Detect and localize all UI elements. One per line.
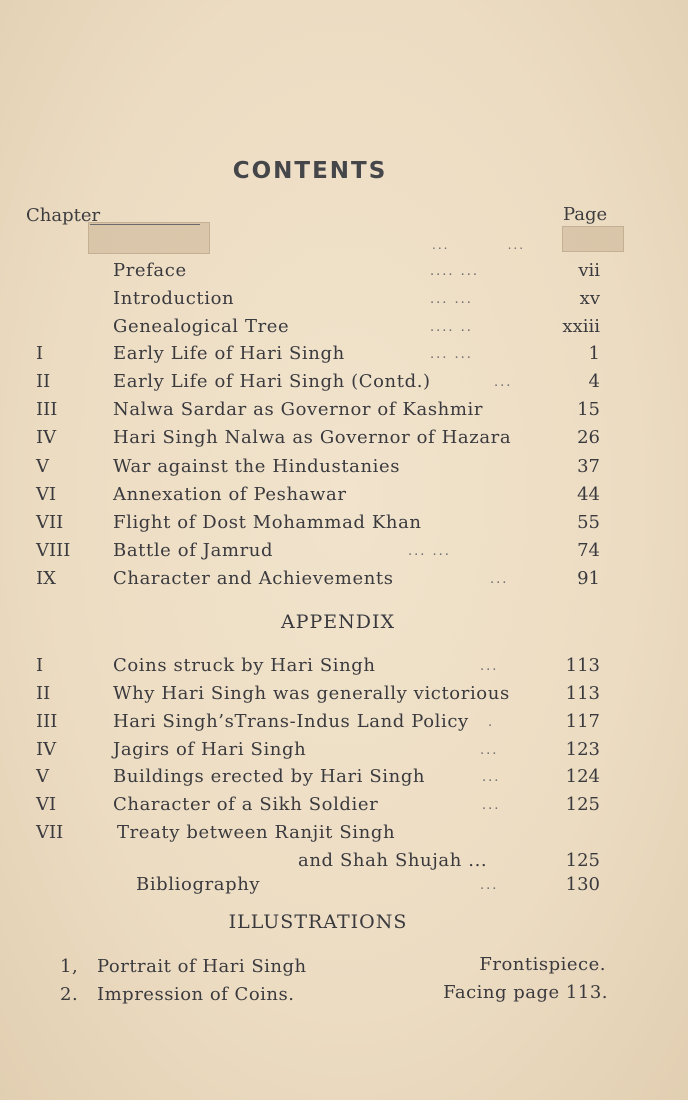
toc-row bbox=[0, 371, 688, 397]
appendix-num: II bbox=[36, 683, 51, 704]
tape-strip-left bbox=[88, 222, 210, 254]
toc-row bbox=[0, 260, 688, 286]
illustrations-heading: ILLUSTRATIONS bbox=[228, 911, 408, 933]
illustration-num: 2. bbox=[60, 984, 79, 1005]
appendix-heading: APPENDIX bbox=[280, 611, 396, 633]
toc-page: 91 bbox=[577, 568, 600, 589]
appendix-title: Buildings erected by Hari Singh bbox=[113, 766, 426, 787]
toc-page: xv bbox=[579, 288, 600, 309]
illustration-title: Impression of Coins. bbox=[97, 984, 295, 1005]
toc-title: Early Life of Hari Singh bbox=[113, 343, 345, 364]
appendix-num: VII bbox=[36, 822, 64, 843]
appendix-row bbox=[0, 683, 688, 709]
appendix-page: 123 bbox=[565, 739, 600, 760]
toc-row bbox=[0, 399, 688, 425]
toc-row bbox=[0, 484, 688, 510]
toc-title: Genealogical Tree bbox=[113, 316, 290, 337]
illustration-page: Frontispiece. bbox=[479, 954, 606, 975]
appendix-row bbox=[0, 822, 688, 848]
toc-num: IX bbox=[36, 568, 56, 589]
appendix-num: III bbox=[36, 711, 58, 732]
toc-page: 74 bbox=[577, 540, 600, 561]
toc-page: 26 bbox=[577, 427, 600, 448]
chapter-heading: Chapter bbox=[26, 205, 101, 226]
toc-row bbox=[0, 568, 688, 594]
appendix-num: I bbox=[36, 655, 44, 676]
toc-title: Annexation of Peshawar bbox=[113, 484, 347, 505]
appendix-dots: ... bbox=[480, 743, 499, 758]
toc-title: Preface bbox=[113, 260, 187, 281]
toc-dots: ... ... bbox=[408, 544, 451, 559]
appendix-title: Treaty between Ranjit Singh bbox=[117, 822, 396, 843]
toc-title: Battle of Jamrud bbox=[113, 540, 274, 561]
toc-dots: ... bbox=[494, 375, 513, 390]
appendix-page: 125 bbox=[565, 794, 600, 815]
toc-num: V bbox=[36, 456, 49, 477]
toc-num: VIII bbox=[36, 540, 71, 561]
header-dots: ... ... bbox=[432, 238, 526, 252]
toc-page: 37 bbox=[577, 456, 600, 477]
appendix-row bbox=[0, 711, 688, 737]
toc-row bbox=[0, 343, 688, 369]
appendix-title: Hari Singh’sTrans-Indus Land Policy bbox=[113, 711, 469, 732]
chapter-underline bbox=[90, 224, 200, 225]
toc-title: Introduction bbox=[113, 288, 235, 309]
appendix-num: V bbox=[36, 766, 49, 787]
appendix-page: 130 bbox=[565, 874, 600, 895]
toc-page: 4 bbox=[588, 371, 600, 392]
appendix-title: and Shah Shujah ... bbox=[298, 850, 488, 871]
toc-row bbox=[0, 540, 688, 566]
appendix-dots: ... bbox=[480, 878, 499, 893]
appendix-title: Why Hari Singh was generally victorious bbox=[113, 683, 510, 704]
toc-page: 1 bbox=[588, 343, 600, 364]
toc-row bbox=[0, 512, 688, 538]
appendix-row bbox=[0, 739, 688, 765]
appendix-dots: ... bbox=[482, 798, 501, 813]
appendix-row bbox=[0, 850, 688, 876]
page-heading: Page bbox=[563, 204, 608, 225]
appendix-page: 113 bbox=[565, 683, 600, 704]
toc-title: War against the Hindustanies bbox=[113, 456, 401, 477]
appendix-num: IV bbox=[36, 739, 57, 760]
toc-dots: ... ... bbox=[430, 347, 473, 362]
appendix-page: 124 bbox=[565, 766, 600, 787]
appendix-title: Jagirs of Hari Singh bbox=[113, 739, 307, 760]
illustration-num: 1, bbox=[60, 956, 79, 977]
toc-row bbox=[0, 288, 688, 314]
appendix-title: Coins struck by Hari Singh bbox=[113, 655, 376, 676]
toc-title: Flight of Dost Mohammad Khan bbox=[113, 512, 422, 533]
toc-row bbox=[0, 456, 688, 482]
toc-title: Early Life of Hari Singh (Contd.) bbox=[113, 371, 431, 392]
toc-title: Nalwa Sardar as Governor of Kashmir bbox=[113, 399, 484, 420]
toc-dots: ... ... bbox=[430, 292, 473, 307]
tape-strip-right bbox=[562, 226, 624, 252]
toc-page: xxiii bbox=[562, 316, 600, 337]
toc-num: VII bbox=[36, 512, 64, 533]
appendix-title: Bibliography bbox=[136, 874, 261, 895]
appendix-row bbox=[0, 766, 688, 792]
appendix-dots: . bbox=[488, 715, 495, 730]
toc-num: I bbox=[36, 343, 44, 364]
toc-num: IV bbox=[36, 427, 57, 448]
appendix-row bbox=[0, 794, 688, 820]
appendix-row bbox=[0, 655, 688, 681]
appendix-num: VI bbox=[36, 794, 57, 815]
toc-dots: ... bbox=[490, 572, 509, 587]
appendix-row bbox=[0, 874, 688, 900]
toc-page: 15 bbox=[577, 399, 600, 420]
illustration-page: Facing page 113. bbox=[443, 982, 608, 1003]
toc-row bbox=[0, 427, 688, 453]
page-title: CONTENTS bbox=[232, 158, 388, 184]
illustration-title: Portrait of Hari Singh bbox=[97, 956, 307, 977]
appendix-dots: ... bbox=[480, 659, 499, 674]
toc-row bbox=[0, 316, 688, 342]
toc-num: III bbox=[36, 399, 58, 420]
toc-page: 55 bbox=[577, 512, 600, 533]
toc-page: vii bbox=[578, 260, 600, 281]
appendix-page: 125 bbox=[565, 850, 600, 871]
toc-page: 44 bbox=[577, 484, 600, 505]
toc-dots: .... .. bbox=[430, 320, 473, 335]
toc-num: II bbox=[36, 371, 51, 392]
toc-title: Character and Achievements bbox=[113, 568, 394, 589]
appendix-title: Character of a Sikh Soldier bbox=[113, 794, 379, 815]
appendix-dots: ... bbox=[482, 770, 501, 785]
toc-num: VI bbox=[36, 484, 57, 505]
appendix-page: 113 bbox=[565, 655, 600, 676]
toc-title: Hari Singh Nalwa as Governor of Hazara bbox=[113, 427, 512, 448]
toc-dots: .... ... bbox=[430, 264, 480, 279]
appendix-page: 117 bbox=[565, 711, 600, 732]
